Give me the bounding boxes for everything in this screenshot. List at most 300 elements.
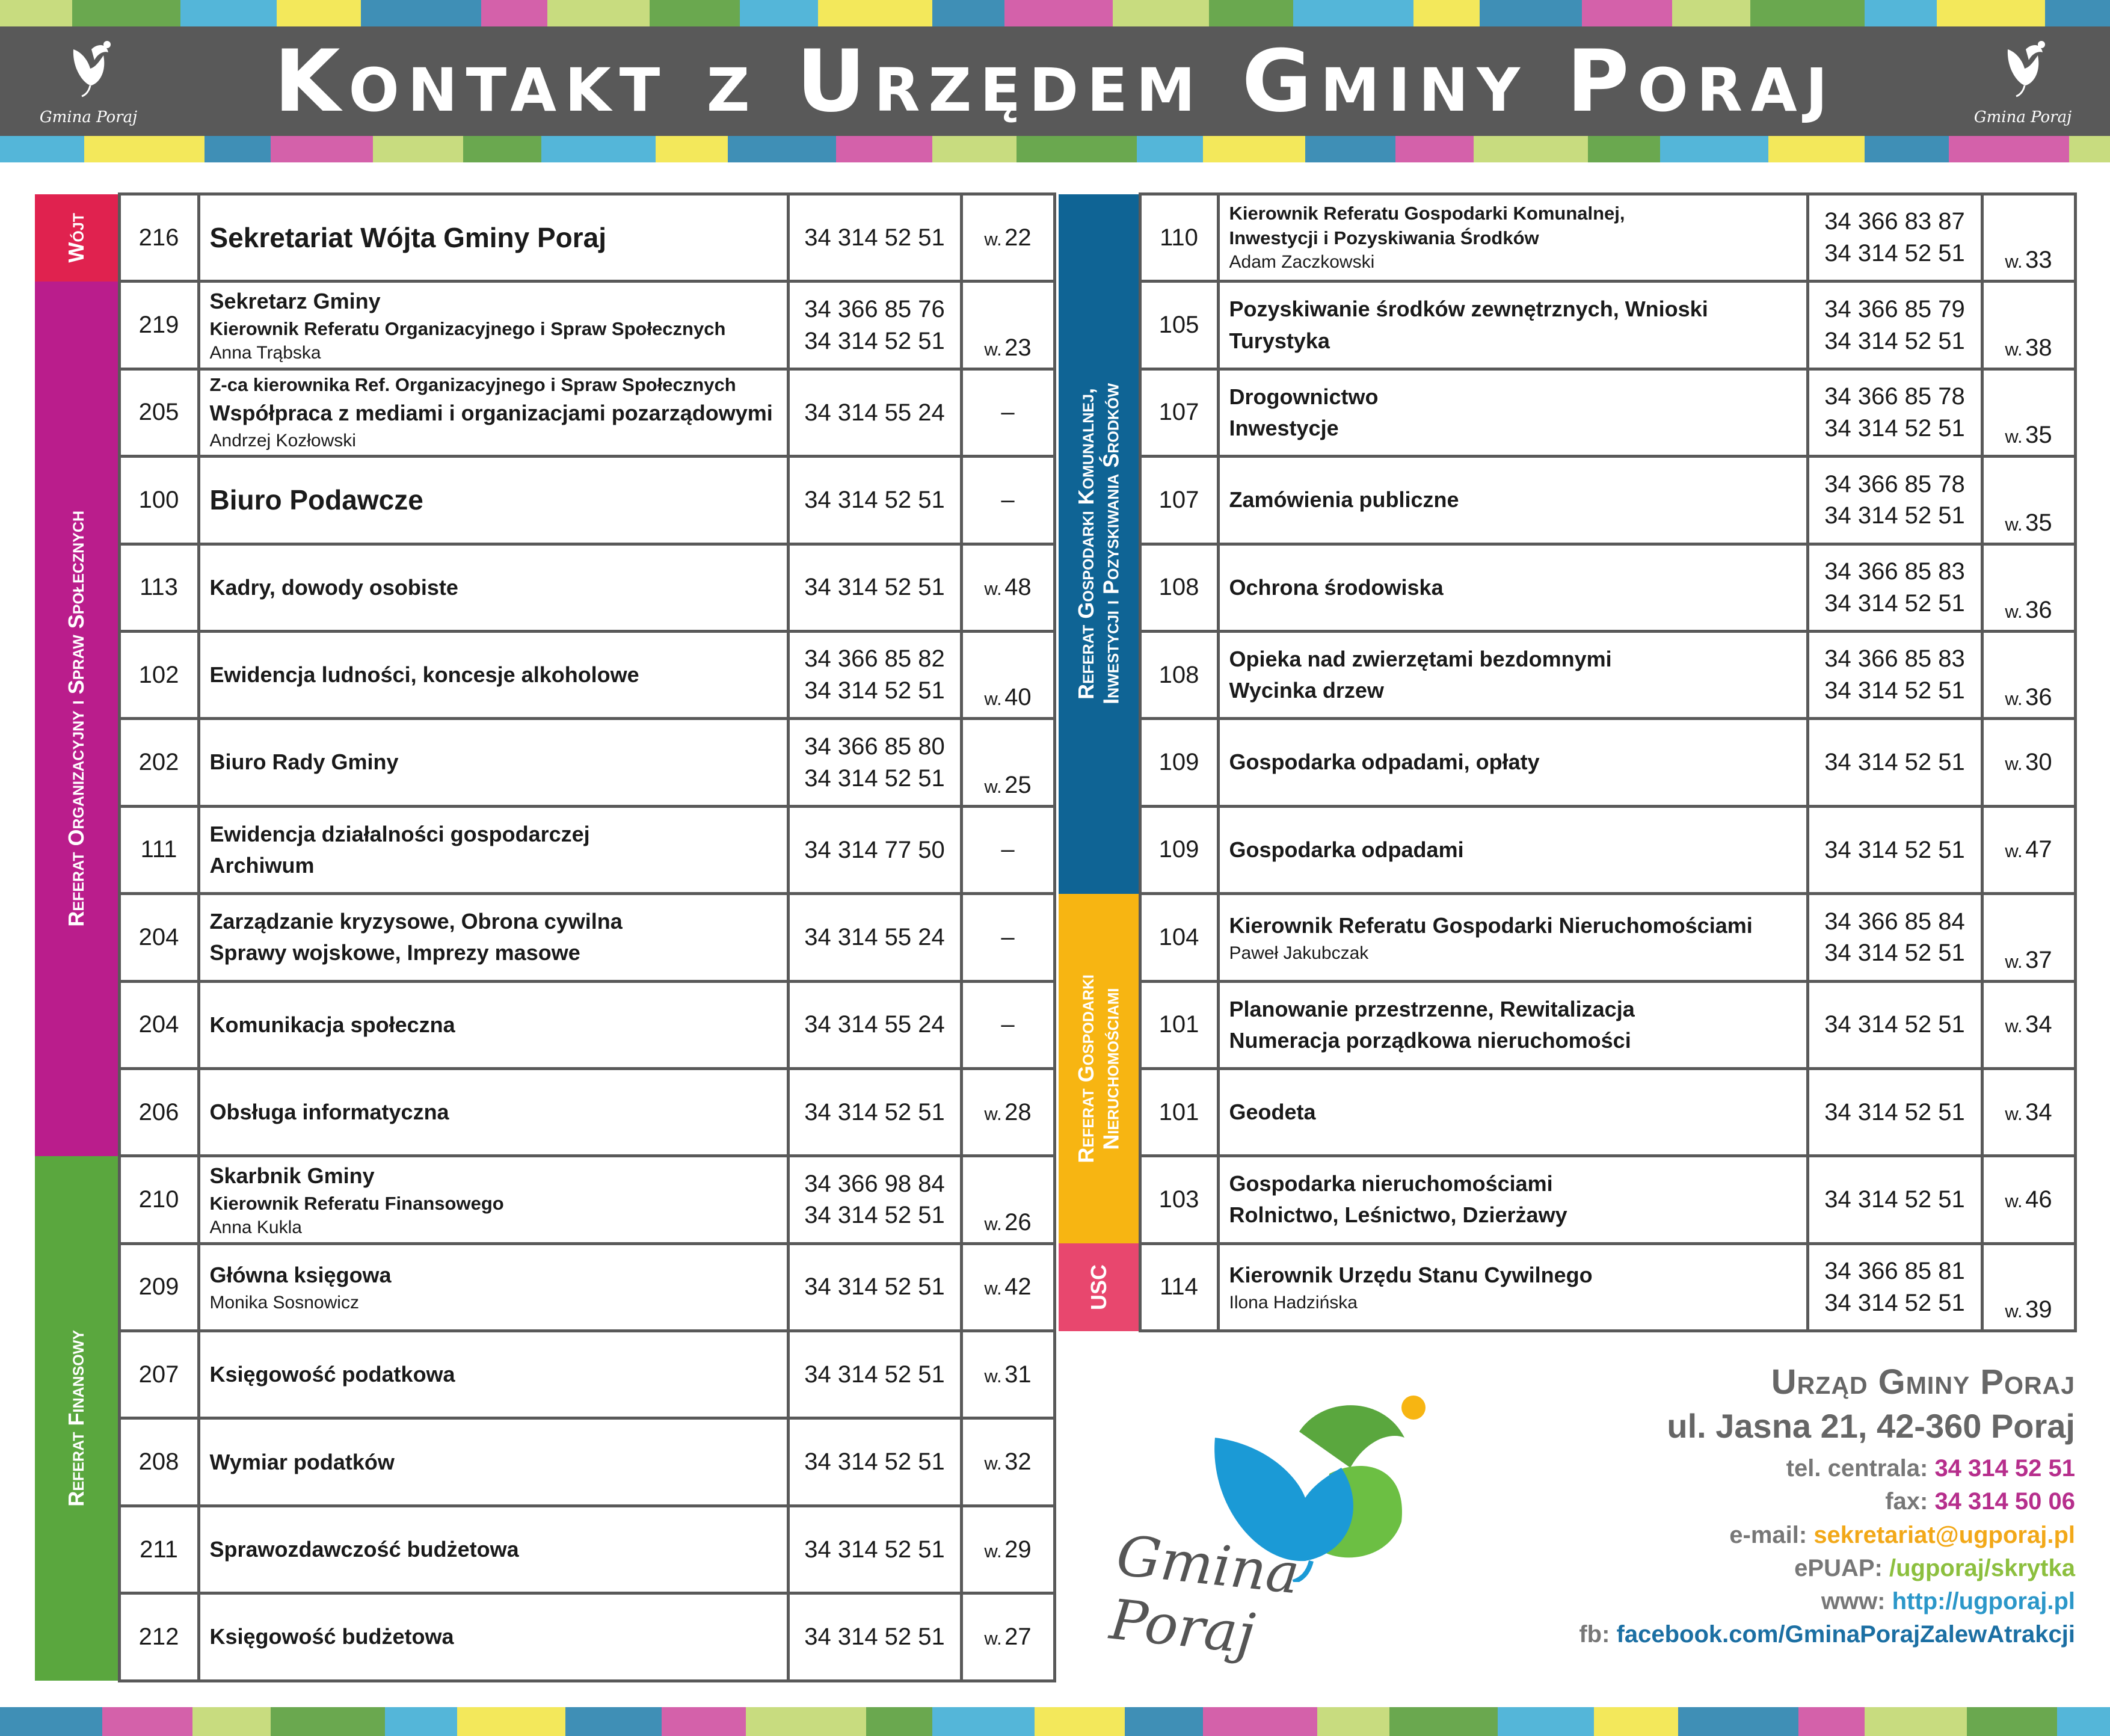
phone-number: 34 314 52 51 (804, 1273, 945, 1300)
office-address: ul. Jasna 21, 42-360 Poraj (1667, 1407, 2075, 1445)
department-name: Referat Finansowy (64, 1330, 89, 1507)
stripe-segment (728, 136, 836, 162)
description-line: Biuro Rady Gminy (209, 749, 399, 775)
extension-number: 33 (2025, 247, 2052, 274)
phone-numbers (1807, 806, 1982, 893)
stripe-segment (1967, 1707, 2057, 1736)
extension (961, 194, 1054, 282)
description (198, 369, 788, 456)
stripe-segment (271, 136, 373, 162)
room-number: 207 (119, 1331, 198, 1418)
phone-number: 34 366 85 78 (1824, 470, 1965, 497)
description-line: Wymiar podatków (209, 1449, 395, 1474)
stripe-segment (1750, 0, 1865, 26)
phone-number: 34 314 52 51 (1824, 749, 1965, 776)
department-label (1059, 1243, 1140, 1331)
description (1218, 1068, 1807, 1156)
description-line: Księgowość podatkowa (209, 1362, 455, 1387)
extension (1982, 894, 2075, 981)
contact-row (35, 544, 1054, 631)
description (198, 1593, 788, 1681)
department-name-line: USC (1086, 1264, 1111, 1310)
phone-number: 34 314 52 51 (1824, 1011, 1965, 1038)
stripe-segment (373, 136, 463, 162)
extension-prefix: w. (984, 578, 1002, 600)
phone-number: 34 314 52 51 (1824, 940, 1965, 967)
extension (961, 631, 1054, 718)
phone-number: 34 314 52 51 (804, 224, 945, 251)
description-line: Turystyka (1229, 328, 1330, 353)
contact-row (1059, 894, 2075, 981)
stripe-segment (1865, 1707, 1967, 1736)
phone-numbers (1807, 631, 1982, 718)
stripe-segment (84, 136, 205, 162)
extension (961, 1506, 1054, 1593)
extension-number: 29 (1004, 1536, 1032, 1563)
contact-row-item (1579, 1452, 2075, 1485)
description (198, 719, 788, 806)
tulip-icon (61, 37, 115, 97)
description (1218, 544, 1807, 631)
room-number: 111 (119, 806, 198, 893)
stripe-segment (1209, 0, 1293, 26)
extension-number: 30 (2025, 749, 2052, 776)
phone-number: 34 366 85 82 (804, 645, 945, 673)
room-number: 103 (1140, 1156, 1218, 1243)
extension (961, 894, 1054, 981)
phone-numbers (788, 544, 961, 631)
phone-number: 34 314 52 51 (804, 486, 945, 513)
extension-number: 39 (2025, 1296, 2052, 1323)
extension-prefix: w. (984, 1453, 1002, 1474)
extension (961, 1331, 1054, 1418)
contact-label: fax: (1885, 1488, 1935, 1515)
phone-number: 34 314 77 50 (804, 836, 945, 863)
description-line: Opieka nad zwierzętami bezdomnymi (1229, 646, 1612, 671)
phone-number: 34 366 85 80 (804, 733, 945, 760)
phone-number: 34 366 85 81 (1824, 1258, 1965, 1285)
extension-prefix: w. (984, 1627, 1002, 1649)
contact-row (1059, 1243, 2075, 1331)
tulip-icon (1996, 37, 2050, 97)
extension-number: 36 (2025, 684, 2052, 711)
stripe-segment (1865, 0, 1937, 26)
contact-row (35, 1593, 1054, 1681)
stripe-segment (932, 0, 1004, 26)
description (1218, 719, 1807, 806)
room-number: 219 (119, 282, 198, 369)
phone-number: 34 314 52 51 (804, 327, 945, 354)
stripe-segment (0, 1707, 102, 1736)
contact-label: fb: (1579, 1621, 1617, 1648)
header-logo-left-text: Gmina Poraj (39, 108, 138, 126)
phone-numbers (788, 806, 961, 893)
description-line: Gospodarka nieruchomościami (1229, 1171, 1553, 1196)
extension-prefix: w. (984, 1540, 1002, 1562)
stripe-segment (0, 136, 84, 162)
stripe-segment (740, 0, 818, 26)
phone-number: 34 314 52 51 (804, 677, 945, 704)
phone-number: 34 314 52 51 (804, 1202, 945, 1229)
gmina-poraj-logo (1101, 1384, 1438, 1667)
room-number: 109 (1140, 719, 1218, 806)
department-name (1086, 1264, 1111, 1310)
phone-numbers (1807, 981, 1982, 1068)
stripe-segment (1017, 136, 1137, 162)
phone-number: 34 314 52 51 (1824, 1289, 1965, 1316)
room-number: 110 (1140, 194, 1218, 282)
phone-numbers (788, 1243, 961, 1331)
extension-number: – (1001, 486, 1015, 513)
description-line: Sprawy wojskowe, Imprezy masowe (209, 940, 580, 965)
description-line: Ochrona środowiska (1229, 574, 1444, 600)
description-line: Obsługa informatyczna (209, 1100, 449, 1124)
extension-number: 35 (2025, 422, 2052, 449)
office-name: Urząd Gminy Poraj (1771, 1362, 2075, 1402)
room-number: 109 (1140, 806, 1218, 893)
phone-numbers (788, 631, 961, 718)
room-number: 107 (1140, 457, 1218, 544)
department-name: Referat Organizacyjny i Spraw Społecznych (64, 511, 89, 927)
description (198, 457, 788, 544)
stripe-segment (1865, 136, 1949, 162)
phone-numbers (1807, 1156, 1982, 1243)
contact-row-item (1579, 1585, 2075, 1618)
department-name-line: Nieruchomościami (1098, 987, 1124, 1150)
description (1218, 194, 1807, 282)
room-number: 104 (1140, 894, 1218, 981)
description-line: Gospodarka odpadami (1229, 837, 1464, 862)
stripe-segment (457, 1707, 565, 1736)
bottom-color-stripe (0, 1707, 2110, 1736)
phone-numbers (788, 894, 961, 981)
extension-prefix: w. (2005, 338, 2023, 360)
description-line: Sprawozdawczość budżetowa (209, 1536, 519, 1562)
description-line: Monika Sosnowicz (209, 1293, 359, 1313)
contact-row (1059, 806, 2075, 893)
room-number: 102 (119, 631, 198, 718)
stripe-segment (1498, 1707, 1594, 1736)
extension (961, 1243, 1054, 1331)
extension (961, 282, 1054, 369)
contact-row (35, 194, 1054, 282)
contact-value: /ugporaj/skrytka (1889, 1554, 2075, 1581)
stripe-segment (205, 136, 271, 162)
room-number: 100 (119, 457, 198, 544)
description (198, 894, 788, 981)
description-line: Z-ca kierownika Ref. Organizacyjnego i Spraw Społecznych (209, 374, 736, 396)
phone-numbers (788, 1418, 961, 1506)
contact-row (35, 1243, 1054, 1331)
phone-numbers (788, 719, 961, 806)
stripe-segment (271, 1707, 385, 1736)
phone-number: 34 314 52 51 (804, 1536, 945, 1563)
extension (1982, 194, 2075, 282)
phone-numbers (788, 1068, 961, 1156)
stripe-segment (1395, 136, 1474, 162)
room-number: 204 (119, 981, 198, 1068)
stripe-segment (1474, 136, 1588, 162)
extension (1982, 369, 2075, 456)
description (198, 1156, 788, 1243)
stripe-segment (1672, 0, 1750, 26)
extension-number: 26 (1004, 1208, 1032, 1236)
phone-number: 34 314 52 51 (1824, 327, 1965, 354)
stripe-segment (932, 136, 1017, 162)
stripe-segment (866, 1707, 932, 1736)
room-number: 210 (119, 1156, 198, 1243)
phone-numbers (1807, 1068, 1982, 1156)
department-name-line: Inwestycji i Pozyskiwania Środków (1098, 383, 1124, 704)
room-number: 211 (119, 1506, 198, 1593)
description (1218, 1156, 1807, 1243)
stripe-segment (1480, 0, 1582, 26)
description-line: Księgowość budżetowa (209, 1624, 454, 1649)
extension (1982, 457, 2075, 544)
phone-numbers (1807, 457, 1982, 544)
description-line: Kierownik Urzędu Stanu Cywilnego (1229, 1263, 1593, 1288)
contact-value: 34 314 50 06 (1934, 1488, 2075, 1515)
extension-number: 23 (1004, 334, 1032, 361)
stripe-segment (746, 1707, 866, 1736)
department-name: Wójt (64, 212, 89, 263)
extension-prefix: w. (2005, 1103, 2023, 1124)
phone-numbers (1807, 719, 1982, 806)
stripe-segment (1035, 1707, 1125, 1736)
stripe-segment (1413, 0, 1480, 26)
extension (1982, 981, 2075, 1068)
phone-number: 34 314 52 51 (1824, 240, 1965, 267)
extension (1982, 1243, 2075, 1331)
stripe-segment (1113, 0, 1209, 26)
room-number: 209 (119, 1243, 198, 1331)
department-label (35, 1156, 119, 1681)
extension (1982, 544, 2075, 631)
stripe-segment (932, 1707, 1035, 1736)
stripe-segment (1937, 0, 2045, 26)
stripe-segment (1317, 1707, 1389, 1736)
room-number: 212 (119, 1593, 198, 1681)
description-line: Pozyskiwanie środków zewnętrznych, Wnioski (1229, 297, 1708, 322)
extension (961, 719, 1054, 806)
description-line: Zamówienia publiczne (1229, 487, 1459, 512)
room-number: 108 (1140, 544, 1218, 631)
contact-row (1059, 981, 2075, 1068)
department-name (1074, 383, 1124, 704)
extension-prefix: w. (984, 228, 1002, 250)
room-number: 208 (119, 1418, 198, 1506)
department-label (1059, 894, 1140, 1244)
extension (1982, 806, 2075, 893)
description-line: Ewidencja działalności gospodarczej (209, 821, 590, 846)
description (198, 1243, 788, 1331)
header-logo-right-text: Gmina Poraj (1973, 108, 2072, 126)
extension-number: 34 (2025, 1098, 2052, 1125)
contact-row (35, 1506, 1054, 1593)
phone-number: 34 314 52 51 (804, 1624, 945, 1651)
phone-number: 34 366 83 87 (1824, 208, 1965, 235)
phone-number: 34 314 52 51 (804, 765, 945, 792)
phone-numbers (1807, 544, 1982, 631)
phone-numbers (1807, 1243, 1982, 1331)
contact-row (1059, 369, 2075, 456)
extension (1982, 1156, 2075, 1243)
stripe-segment (818, 0, 932, 26)
phone-number: 34 314 52 51 (1824, 1098, 1965, 1125)
extension (1982, 282, 2075, 369)
room-number: 101 (1140, 981, 1218, 1068)
description-line: Kadry, dowody osobiste (209, 574, 458, 600)
extension-number: – (1001, 399, 1015, 426)
stripe-segment (541, 136, 656, 162)
phone-numbers (788, 1331, 961, 1418)
contact-row (35, 1331, 1054, 1418)
stripe-segment (1125, 1707, 1203, 1736)
description-line: Planowanie przestrzenne, Rewitalizacja (1229, 996, 1635, 1021)
description (198, 631, 788, 718)
contact-label: tel. centrala: (1786, 1455, 1935, 1482)
description-line: Anna Trąbska (209, 343, 321, 363)
contact-label: www: (1821, 1587, 1892, 1614)
stripe-segment (1389, 1707, 1498, 1736)
extension (961, 806, 1054, 893)
extension (961, 1418, 1054, 1506)
contact-row (35, 369, 1054, 456)
phone-numbers (788, 194, 961, 282)
description-line: Skarbnik Gminy (209, 1163, 375, 1188)
department-name-line: Referat Gospodarki (1073, 974, 1098, 1163)
extension-prefix: w. (2005, 1190, 2023, 1211)
stripe-segment (1949, 136, 2069, 162)
phone-number: 34 314 52 51 (1824, 677, 1965, 704)
header-logo-right (1966, 37, 2080, 128)
header-bottom-color-stripe (0, 136, 2110, 162)
contact-value: 34 314 52 51 (1934, 1455, 2075, 1482)
phone-number: 34 314 52 51 (1824, 589, 1965, 617)
description (1218, 631, 1807, 718)
contact-row (1059, 1068, 2075, 1156)
description-line: Ilona Hadzińska (1229, 1293, 1358, 1313)
extension-prefix: w. (2005, 753, 2023, 775)
room-number: 105 (1140, 282, 1218, 369)
header-bar (0, 26, 2110, 136)
phone-number: 34 366 85 76 (804, 295, 945, 322)
contact-row (1059, 457, 2075, 544)
contact-row (35, 1068, 1054, 1156)
stripe-segment (1588, 136, 1660, 162)
phone-number: 34 314 52 51 (804, 574, 945, 601)
description-line: Andrzej Kozłowski (209, 430, 356, 451)
contact-row (35, 894, 1054, 981)
stripe-segment (2045, 0, 2110, 26)
phone-number: 34 314 52 51 (1824, 836, 1965, 863)
stripe-segment (662, 1707, 746, 1736)
stripe-segment (102, 1707, 192, 1736)
description-line: Kierownik Referatu Finansowego (209, 1192, 504, 1214)
contact-row (35, 1156, 1054, 1243)
extension-number: 48 (1004, 574, 1032, 601)
contact-row (35, 631, 1054, 718)
description (1218, 981, 1807, 1068)
contact-row (1059, 1156, 2075, 1243)
extension-number: – (1001, 1011, 1015, 1038)
gmina-poraj-logo-text: Gmina Poraj (1107, 1523, 1303, 1667)
description-line: Ewidencja ludności, koncesje alkoholowe (209, 662, 639, 688)
stripe-segment (1660, 136, 1768, 162)
description-line: Adam Zaczkowski (1229, 251, 1375, 272)
description (198, 806, 788, 893)
phone-numbers (788, 369, 961, 456)
description-line: Inwestycje (1229, 415, 1339, 440)
extension-number: 35 (2025, 509, 2052, 536)
stripe-segment (650, 0, 740, 26)
phone-numbers (1807, 369, 1982, 456)
contact-row-item (1579, 1618, 2075, 1651)
extension-number: 38 (2025, 334, 2052, 361)
contact-row (35, 1418, 1054, 1506)
contact-row (1059, 544, 2075, 631)
contact-row (35, 981, 1054, 1068)
extension (961, 1068, 1054, 1156)
extension-prefix: w. (2005, 1015, 2023, 1037)
stripe-segment (0, 0, 72, 26)
room-number: 202 (119, 719, 198, 806)
extension-number: 47 (2025, 836, 2052, 863)
room-number: 206 (119, 1068, 198, 1156)
stripe-segment (385, 1707, 457, 1736)
stripe-segment (72, 0, 180, 26)
description-line: Sekretariat Wójta Gminy Poraj (209, 221, 607, 253)
stripe-segment (547, 0, 650, 26)
phone-numbers (788, 457, 961, 544)
department-name (1074, 974, 1124, 1163)
extension-prefix: w. (2005, 840, 2023, 862)
stripe-segment (565, 1707, 662, 1736)
extension (961, 981, 1054, 1068)
stripe-segment (180, 0, 277, 26)
stripe-segment (481, 0, 547, 26)
stripe-segment (192, 1707, 271, 1736)
phone-number: 34 314 52 51 (804, 1098, 945, 1125)
extension-prefix: w. (984, 775, 1002, 797)
description (1218, 1243, 1807, 1331)
contact-info (1579, 1359, 2075, 1651)
contact-row (35, 282, 1054, 369)
phone-number: 34 366 98 84 (804, 1170, 945, 1197)
description-line: Archiwum (209, 852, 315, 878)
phone-numbers (788, 1593, 961, 1681)
extension (961, 457, 1054, 544)
stripe-segment (361, 0, 481, 26)
extension-prefix: w. (984, 1213, 1002, 1234)
stripe-segment (1678, 1707, 1798, 1736)
description (1218, 282, 1807, 369)
description-line: Współpraca z mediami i organizacjami pozarządowymi (209, 400, 773, 425)
left-contact-table (35, 192, 1056, 1682)
room-number: 101 (1140, 1068, 1218, 1156)
contact-row (1059, 631, 2075, 718)
description-line: Inwestycji i Pozyskiwania Środków (1229, 227, 1539, 248)
description (1218, 806, 1807, 893)
extension-number: – (1001, 836, 1015, 863)
stripe-segment (1798, 1707, 1865, 1736)
extension-prefix: w. (984, 1278, 1002, 1299)
extension-number: 31 (1004, 1361, 1032, 1388)
stripe-segment (1203, 1707, 1317, 1736)
description-line: Kierownik Referatu Organizacyjnego i Spraw Społecznych (209, 318, 726, 340)
stripe-segment (1768, 136, 1865, 162)
extension (961, 1593, 1054, 1681)
